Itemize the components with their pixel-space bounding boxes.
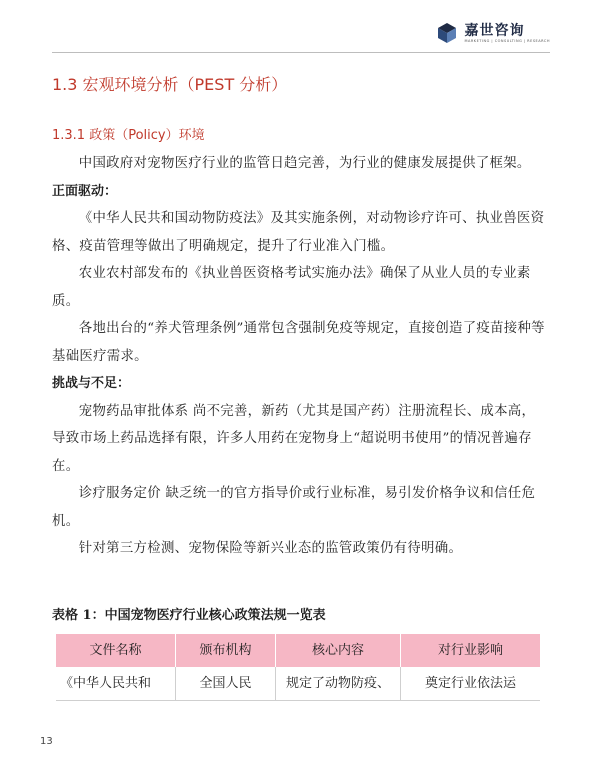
header-divider <box>52 52 550 53</box>
challenge-item: 诊疗服务定价 缺乏统一的官方指导价或行业标准，易引发价格争议和信任危机。 <box>52 486 536 529</box>
positive-item: 农业农村部发布的《执业兽医资格考试实施办法》确保了从业人员的专业素质。 <box>52 266 531 309</box>
subsection-title: 1.3.1 政策（Policy）环境 <box>52 128 205 143</box>
table-header-cell: 颁布机构 <box>176 634 276 667</box>
brand-mark-icon <box>436 22 458 44</box>
intro-paragraph: 中国政府对宠物医疗行业的监管日趋完善，为行业的健康发展提供了框架。 <box>78 156 531 171</box>
challenge-label: 挑战与不足： <box>52 376 131 391</box>
table-cell: 《中华人民共和 <box>56 667 176 700</box>
brand-name: 嘉世咨询 <box>464 22 525 39</box>
brand-logo <box>436 22 550 44</box>
table-cell: 全国人民 <box>176 667 276 700</box>
body-text <box>52 150 548 563</box>
policy-table <box>56 634 540 701</box>
table-header-cell: 文件名称 <box>56 634 176 667</box>
positive-item: 《中华人民共和国动物防疫法》及其实施条例，对动物诊疗许可、执业兽医资格、疫苗管理等做出了明确规定，提升了行业准入门槛。 <box>52 211 545 254</box>
page-number: 13 <box>40 736 53 747</box>
table-header-cell: 核心内容 <box>276 634 401 667</box>
positive-item: 各地出台的“养犬管理条例”通常包含强制免疫等规定，直接创造了疫苗接种等基础医疗需求。 <box>52 321 545 364</box>
table-header-cell: 对行业影响 <box>401 634 540 667</box>
positive-label: 正面驱动： <box>52 183 118 199</box>
table-cell: 奠定行业依法运 <box>424 676 516 691</box>
section-title: 1.3 宏观环境分析（PEST 分析） <box>52 75 288 94</box>
challenge-item: 宠物药品审批体系 尚不完善，新药（尤其是国产药）注册流程长、成本高，导致市场上药品选择有限，许多人用药在宠物身上“超说明书使用”的情况普遍存在。 <box>52 403 536 474</box>
challenge-item: 针对第三方检测、宠物保险等新兴业态的监管政策仍有待明确。 <box>78 541 463 556</box>
table-header-row <box>56 634 540 667</box>
brand-tagline: MARKETING | CONSULTING | RESEARCH <box>464 38 550 43</box>
table-cell: 规定了动物防疫、 <box>276 667 401 700</box>
table-row <box>56 667 540 701</box>
table-caption: 表格 1：中国宠物医疗行业核心政策法规一览表 <box>52 608 326 623</box>
